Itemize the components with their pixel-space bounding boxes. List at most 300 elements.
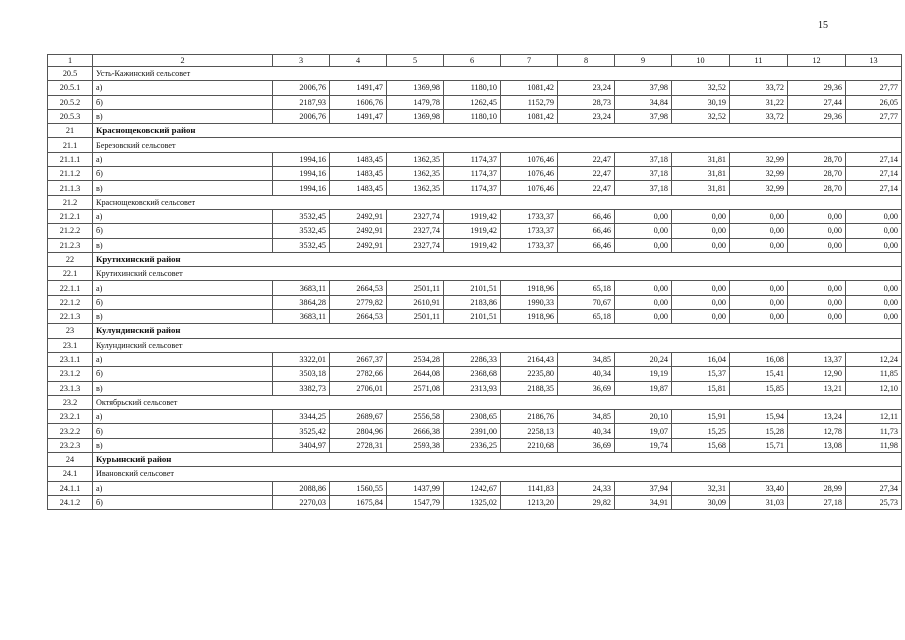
value-cell: 3382,73	[273, 381, 330, 395]
council-name: Краснощековский сельсовет	[93, 195, 902, 209]
value-cell: 15,94	[730, 410, 788, 424]
value-cell: 1369,98	[387, 81, 444, 95]
value-cell: 19,07	[615, 424, 672, 438]
value-cell: 0,00	[846, 224, 902, 238]
value-cell: 31,81	[672, 181, 730, 195]
row-code: 20.5	[48, 67, 93, 81]
value-cell: 34,85	[558, 352, 615, 366]
column-number: 7	[501, 55, 558, 67]
table-row	[48, 209, 902, 223]
value-cell: 0,00	[846, 209, 902, 223]
council-row	[48, 267, 902, 281]
value-cell: 28,70	[788, 167, 846, 181]
value-cell: 2593,38	[387, 438, 444, 452]
value-cell: 3683,11	[273, 281, 330, 295]
value-cell: 30,09	[672, 495, 730, 509]
value-cell: 33,72	[730, 81, 788, 95]
value-cell: 27,18	[788, 495, 846, 509]
value-cell: 2644,08	[387, 367, 444, 381]
value-cell: 2782,66	[330, 367, 387, 381]
column-number: 4	[330, 55, 387, 67]
district-row	[48, 453, 902, 467]
table-body	[48, 55, 902, 510]
column-number: 5	[387, 55, 444, 67]
value-cell: 2327,74	[387, 238, 444, 252]
value-cell: 0,00	[615, 238, 672, 252]
value-cell: 2101,51	[444, 310, 501, 324]
value-cell: 28,70	[788, 181, 846, 195]
value-cell: 13,24	[788, 410, 846, 424]
value-cell: 32,52	[672, 109, 730, 123]
value-cell: 1180,10	[444, 109, 501, 123]
value-cell: 37,18	[615, 152, 672, 166]
variant-label: б)	[93, 95, 273, 109]
council-row	[48, 338, 902, 352]
value-cell: 1675,84	[330, 495, 387, 509]
value-cell: 1733,37	[501, 209, 558, 223]
table-row	[48, 367, 902, 381]
value-cell: 2006,76	[273, 109, 330, 123]
value-cell: 24,33	[558, 481, 615, 495]
row-code: 20.5.2	[48, 95, 93, 109]
value-cell: 27,14	[846, 181, 902, 195]
value-cell: 2501,11	[387, 281, 444, 295]
value-cell: 1437,99	[387, 481, 444, 495]
value-cell: 0,00	[615, 295, 672, 309]
variant-label: б)	[93, 495, 273, 509]
value-cell: 2210,68	[501, 438, 558, 452]
table-row	[48, 281, 902, 295]
value-cell: 2804,96	[330, 424, 387, 438]
column-number: 9	[615, 55, 672, 67]
value-cell: 2187,93	[273, 95, 330, 109]
value-cell: 1994,16	[273, 181, 330, 195]
value-cell: 1733,37	[501, 238, 558, 252]
value-cell: 23,24	[558, 109, 615, 123]
value-cell: 36,69	[558, 438, 615, 452]
value-cell: 34,84	[615, 95, 672, 109]
value-cell: 2368,68	[444, 367, 501, 381]
variant-label: в)	[93, 181, 273, 195]
row-code: 22.1.3	[48, 310, 93, 324]
row-code: 24	[48, 453, 93, 467]
value-cell: 37,18	[615, 181, 672, 195]
variant-label: б)	[93, 224, 273, 238]
council-name: Ивановский сельсовет	[93, 467, 902, 481]
value-cell: 1733,37	[501, 224, 558, 238]
table-row	[48, 81, 902, 95]
value-cell: 15,85	[730, 381, 788, 395]
value-cell: 23,24	[558, 81, 615, 95]
value-cell: 1362,35	[387, 181, 444, 195]
column-number: 12	[788, 55, 846, 67]
value-cell: 1919,42	[444, 224, 501, 238]
district-name: Краснощековский район	[93, 124, 902, 138]
council-row	[48, 138, 902, 152]
variant-label: б)	[93, 295, 273, 309]
row-code: 23.1.3	[48, 381, 93, 395]
value-cell: 33,40	[730, 481, 788, 495]
value-cell: 0,00	[615, 209, 672, 223]
table-row	[48, 381, 902, 395]
value-cell: 2183,86	[444, 295, 501, 309]
value-cell: 3503,18	[273, 367, 330, 381]
row-code: 23.1.1	[48, 352, 93, 366]
district-name: Крутихинский район	[93, 252, 902, 266]
value-cell: 3683,11	[273, 310, 330, 324]
value-cell: 0,00	[846, 281, 902, 295]
row-code: 21.1.3	[48, 181, 93, 195]
value-cell: 32,31	[672, 481, 730, 495]
value-cell: 1994,16	[273, 167, 330, 181]
column-number: 3	[273, 55, 330, 67]
value-cell: 2286,33	[444, 352, 501, 366]
value-cell: 13,37	[788, 352, 846, 366]
value-cell: 0,00	[730, 238, 788, 252]
value-cell: 27,14	[846, 167, 902, 181]
value-cell: 12,90	[788, 367, 846, 381]
variant-label: а)	[93, 81, 273, 95]
value-cell: 0,00	[615, 281, 672, 295]
value-cell: 3532,45	[273, 238, 330, 252]
district-row	[48, 124, 902, 138]
value-cell: 12,11	[846, 410, 902, 424]
council-row	[48, 67, 902, 81]
value-cell: 1213,20	[501, 495, 558, 509]
row-code: 21	[48, 124, 93, 138]
value-cell: 2728,31	[330, 438, 387, 452]
district-name: Кулундинский район	[93, 324, 902, 338]
value-cell: 1483,45	[330, 152, 387, 166]
row-code: 23.1	[48, 338, 93, 352]
value-cell: 11,85	[846, 367, 902, 381]
value-cell: 31,81	[672, 152, 730, 166]
value-cell: 1325,02	[444, 495, 501, 509]
value-cell: 31,03	[730, 495, 788, 509]
value-cell: 2666,38	[387, 424, 444, 438]
value-cell: 0,00	[615, 224, 672, 238]
value-cell: 37,98	[615, 81, 672, 95]
table-row	[48, 167, 902, 181]
row-code: 21.1.2	[48, 167, 93, 181]
value-cell: 1918,96	[501, 281, 558, 295]
column-number: 1	[48, 55, 93, 67]
table-row	[48, 410, 902, 424]
row-code: 23.2.3	[48, 438, 93, 452]
column-number: 11	[730, 55, 788, 67]
value-cell: 31,81	[672, 167, 730, 181]
value-cell: 0,00	[788, 209, 846, 223]
value-cell: 0,00	[788, 238, 846, 252]
value-cell: 15,71	[730, 438, 788, 452]
value-cell: 1242,67	[444, 481, 501, 495]
row-code: 21.1	[48, 138, 93, 152]
value-cell: 3525,42	[273, 424, 330, 438]
value-cell: 66,46	[558, 209, 615, 223]
value-cell: 2779,82	[330, 295, 387, 309]
value-cell: 34,91	[615, 495, 672, 509]
value-cell: 13,21	[788, 381, 846, 395]
value-cell: 2327,74	[387, 209, 444, 223]
table-row	[48, 495, 902, 509]
value-cell: 2610,91	[387, 295, 444, 309]
table-row	[48, 295, 902, 309]
value-cell: 11,98	[846, 438, 902, 452]
value-cell: 11,73	[846, 424, 902, 438]
value-cell: 1919,42	[444, 238, 501, 252]
table-row	[48, 310, 902, 324]
row-code: 23.2.1	[48, 410, 93, 424]
value-cell: 34,85	[558, 410, 615, 424]
table-row	[48, 438, 902, 452]
variant-label: а)	[93, 152, 273, 166]
council-name: Кулундинский сельсовет	[93, 338, 902, 352]
row-code: 24.1	[48, 467, 93, 481]
value-cell: 2501,11	[387, 310, 444, 324]
table-row	[48, 224, 902, 238]
value-cell: 27,14	[846, 152, 902, 166]
value-cell: 2556,58	[387, 410, 444, 424]
row-code: 22.1	[48, 267, 93, 281]
row-code: 22	[48, 252, 93, 266]
value-cell: 0,00	[788, 281, 846, 295]
value-cell: 12,78	[788, 424, 846, 438]
value-cell: 31,22	[730, 95, 788, 109]
row-code: 21.2	[48, 195, 93, 209]
value-cell: 0,00	[672, 310, 730, 324]
row-code: 23	[48, 324, 93, 338]
value-cell: 27,44	[788, 95, 846, 109]
value-cell: 2534,28	[387, 352, 444, 366]
value-cell: 1547,79	[387, 495, 444, 509]
value-cell: 1081,42	[501, 81, 558, 95]
value-cell: 27,77	[846, 81, 902, 95]
column-number-row	[48, 55, 902, 67]
table-row	[48, 238, 902, 252]
value-cell: 1174,37	[444, 181, 501, 195]
table-row	[48, 95, 902, 109]
variant-label: б)	[93, 367, 273, 381]
value-cell: 1076,46	[501, 181, 558, 195]
row-code: 21.2.2	[48, 224, 93, 238]
value-cell: 2088,86	[273, 481, 330, 495]
value-cell: 1152,79	[501, 95, 558, 109]
variant-label: а)	[93, 410, 273, 424]
council-name: Октябрьский сельсовет	[93, 395, 902, 409]
value-cell: 37,18	[615, 167, 672, 181]
value-cell: 2492,91	[330, 209, 387, 223]
variant-label: а)	[93, 481, 273, 495]
row-code: 21.2.3	[48, 238, 93, 252]
value-cell: 0,00	[672, 238, 730, 252]
value-cell: 15,91	[672, 410, 730, 424]
value-cell: 1076,46	[501, 152, 558, 166]
district-row	[48, 252, 902, 266]
value-cell: 3532,45	[273, 209, 330, 223]
value-cell: 2270,03	[273, 495, 330, 509]
value-cell: 2391,00	[444, 424, 501, 438]
council-name: Березовский сельсовет	[93, 138, 902, 152]
value-cell: 22,47	[558, 181, 615, 195]
variant-label: в)	[93, 438, 273, 452]
value-cell: 0,00	[788, 295, 846, 309]
table-row	[48, 152, 902, 166]
value-cell: 29,82	[558, 495, 615, 509]
value-cell: 0,00	[846, 238, 902, 252]
value-cell: 0,00	[615, 310, 672, 324]
variant-label: б)	[93, 167, 273, 181]
value-cell: 1994,16	[273, 152, 330, 166]
value-cell: 12,10	[846, 381, 902, 395]
variant-label: в)	[93, 238, 273, 252]
value-cell: 12,24	[846, 352, 902, 366]
variant-label: в)	[93, 310, 273, 324]
value-cell: 0,00	[730, 281, 788, 295]
council-row	[48, 395, 902, 409]
council-name: Усть-Кажинский сельсовет	[93, 67, 902, 81]
value-cell: 0,00	[846, 295, 902, 309]
column-number: 2	[93, 55, 273, 67]
value-cell: 1479,78	[387, 95, 444, 109]
value-cell: 1362,35	[387, 167, 444, 181]
value-cell: 1990,33	[501, 295, 558, 309]
column-number: 8	[558, 55, 615, 67]
value-cell: 40,34	[558, 424, 615, 438]
value-cell: 0,00	[730, 224, 788, 238]
value-cell: 27,77	[846, 109, 902, 123]
value-cell: 2235,80	[501, 367, 558, 381]
value-cell: 66,46	[558, 224, 615, 238]
value-cell: 2492,91	[330, 224, 387, 238]
value-cell: 2336,25	[444, 438, 501, 452]
value-cell: 65,18	[558, 310, 615, 324]
column-number: 10	[672, 55, 730, 67]
value-cell: 1362,35	[387, 152, 444, 166]
district-name: Курьинский район	[93, 453, 902, 467]
value-cell: 32,99	[730, 152, 788, 166]
row-code: 23.1.2	[48, 367, 93, 381]
row-code: 24.1.1	[48, 481, 93, 495]
table-row	[48, 352, 902, 366]
value-cell: 2101,51	[444, 281, 501, 295]
value-cell: 15,25	[672, 424, 730, 438]
value-cell: 16,08	[730, 352, 788, 366]
row-code: 20.5.3	[48, 109, 93, 123]
value-cell: 2492,91	[330, 238, 387, 252]
variant-label: б)	[93, 424, 273, 438]
value-cell: 1491,47	[330, 81, 387, 95]
value-cell: 15,81	[672, 381, 730, 395]
value-cell: 1483,45	[330, 181, 387, 195]
table-row	[48, 109, 902, 123]
value-cell: 0,00	[730, 295, 788, 309]
value-cell: 27,34	[846, 481, 902, 495]
value-cell: 0,00	[672, 209, 730, 223]
value-cell: 15,28	[730, 424, 788, 438]
value-cell: 1369,98	[387, 109, 444, 123]
value-cell: 40,34	[558, 367, 615, 381]
value-cell: 28,99	[788, 481, 846, 495]
column-number: 13	[846, 55, 902, 67]
value-cell: 22,47	[558, 167, 615, 181]
value-cell: 26,05	[846, 95, 902, 109]
value-cell: 13,08	[788, 438, 846, 452]
value-cell: 1076,46	[501, 167, 558, 181]
page-number: 15	[818, 20, 828, 31]
value-cell: 1174,37	[444, 152, 501, 166]
row-code: 20.5.1	[48, 81, 93, 95]
value-cell: 2308,65	[444, 410, 501, 424]
variant-label: а)	[93, 352, 273, 366]
value-cell: 15,68	[672, 438, 730, 452]
value-cell: 20,10	[615, 410, 672, 424]
value-cell: 70,67	[558, 295, 615, 309]
value-cell: 0,00	[788, 310, 846, 324]
row-code: 21.2.1	[48, 209, 93, 223]
value-cell: 32,52	[672, 81, 730, 95]
value-cell: 2258,13	[501, 424, 558, 438]
value-cell: 30,19	[672, 95, 730, 109]
value-cell: 15,41	[730, 367, 788, 381]
council-row	[48, 467, 902, 481]
value-cell: 15,37	[672, 367, 730, 381]
value-cell: 19,87	[615, 381, 672, 395]
value-cell: 0,00	[846, 310, 902, 324]
value-cell: 36,69	[558, 381, 615, 395]
value-cell: 20,24	[615, 352, 672, 366]
value-cell: 2327,74	[387, 224, 444, 238]
value-cell: 1180,10	[444, 81, 501, 95]
district-row	[48, 324, 902, 338]
value-cell: 28,70	[788, 152, 846, 166]
value-cell: 0,00	[672, 281, 730, 295]
row-code: 21.1.1	[48, 152, 93, 166]
value-cell: 2188,35	[501, 381, 558, 395]
value-cell: 2664,53	[330, 310, 387, 324]
value-cell: 32,99	[730, 167, 788, 181]
value-cell: 2571,08	[387, 381, 444, 395]
row-code: 24.1.2	[48, 495, 93, 509]
value-cell: 28,73	[558, 95, 615, 109]
table-row	[48, 481, 902, 495]
value-cell: 32,99	[730, 181, 788, 195]
variant-label: а)	[93, 281, 273, 295]
value-cell: 19,19	[615, 367, 672, 381]
value-cell: 2689,67	[330, 410, 387, 424]
value-cell: 1491,47	[330, 109, 387, 123]
value-cell: 3404,97	[273, 438, 330, 452]
value-cell: 19,74	[615, 438, 672, 452]
value-cell: 0,00	[672, 295, 730, 309]
council-name: Крутихинский сельсовет	[93, 267, 902, 281]
value-cell: 66,46	[558, 238, 615, 252]
value-cell: 1919,42	[444, 209, 501, 223]
value-cell: 29,36	[788, 81, 846, 95]
value-cell: 1262,45	[444, 95, 501, 109]
row-code: 22.1.1	[48, 281, 93, 295]
value-cell: 0,00	[788, 224, 846, 238]
variant-label: в)	[93, 109, 273, 123]
value-cell: 0,00	[730, 209, 788, 223]
value-cell: 0,00	[672, 224, 730, 238]
table-row	[48, 424, 902, 438]
value-cell: 2667,37	[330, 352, 387, 366]
value-cell: 37,98	[615, 109, 672, 123]
value-cell: 1606,76	[330, 95, 387, 109]
value-cell: 3322,01	[273, 352, 330, 366]
value-cell: 2006,76	[273, 81, 330, 95]
value-cell: 1081,42	[501, 109, 558, 123]
